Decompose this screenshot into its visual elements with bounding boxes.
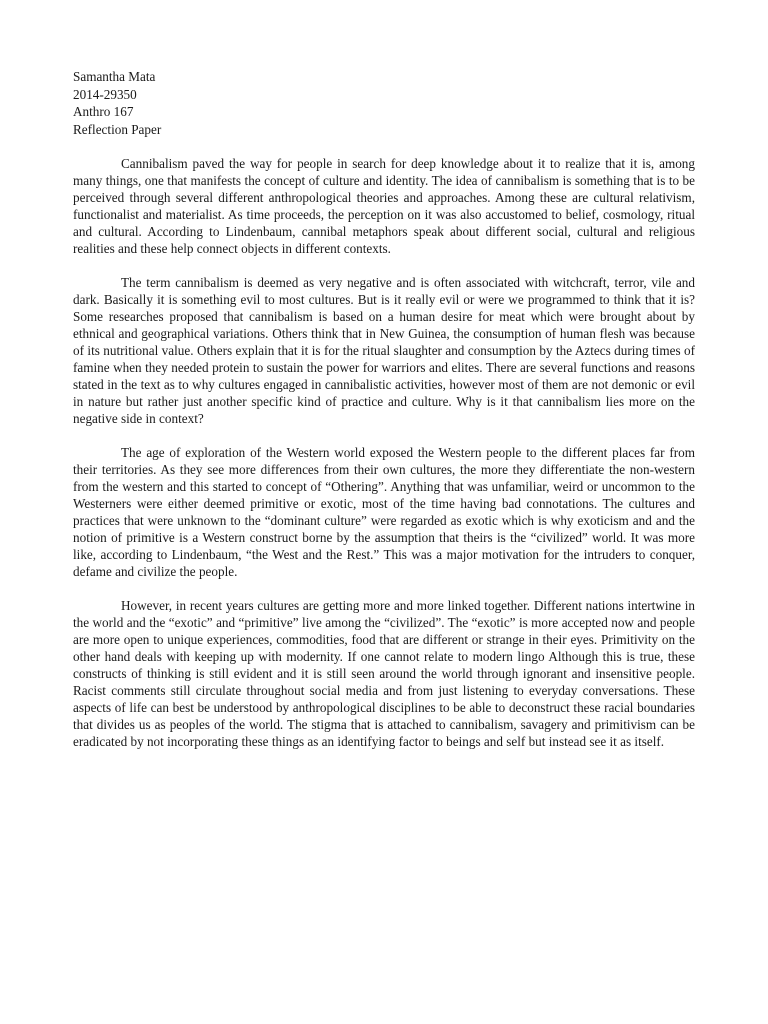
document-header [73,68,695,138]
paragraph-4: However, in recent years cultures are getting more and more linked together. Different nations intertwine in the world and the “exotic” and “primitive” live among the “civilized”. The “exotic” is more accepted now and people are more open to unique experiences, commodities, food that are different or strange in their eyes. Primitivity on the other hand deals with keeping up with modernity. If one cannot relate to modern lingo Although this is true, these constructs of thinking is still evident and it is still seen around the world through ignorant and insensitive people. Racist comments still circulate throughout social media and from just listening to everyday conversations. These aspects of life can best be understood by anthropological disciplines to be able to deconstruct these racial boundaries that divides us as peoples of the world. The stigma that is attached to cannibalism, savagery and primitivism can be eradicated by not incorporating these things as an identifying factor to beings and self but instead see it as itself. [73,598,695,749]
document-page [73,68,695,767]
paragraph-1: Cannibalism paved the way for people in search for deep knowledge about it to realize that it is, among many things, one that manifests the concept of culture and identity. The idea of cannibalism is something that is to be perceived through several different anthropological theories and approaches. Among these are cultural relativism, functionalist and materialist. As time proceeds, the perception on it was also accustomed to belief, cosmology, ritual and cultural. According to Lindenbaum, cannibal metaphors speak about different social, cultural and religious realities and these help connect objects in different contexts. [73,156,695,256]
paragraph-3: The age of exploration of the Western world exposed the Western people to the different places far from their territories. As they see more differences from their own cultures, the more they differentiate the non-western from the western and this started to concept of “Othering”. Anything that was unfamiliar, weird or uncommon to the Westerners were either deemed primitive or exotic, most of the time having bad connotations. The cultures and practices that were unknown to the “dominant culture” were regarded as exotic which is why exoticism and and the notion of primitive is a Western construct borne by the assumption that theirs is the “civilized” world. It was more like, according to Lindenbaum, “the West and the Rest.” This was a major motivation for the intruders to conquer, defame and civilize the people. [73,445,695,579]
paragraph-2: The term cannibalism is deemed as very negative and is often associated with witchcraft, terror, vile and dark. Basically it is something evil to most cultures. But is it really evil or were we programmed to think that it is? Some researches proposed that cannibalism is based on a human desire for meat which were brought about by ethnical and geographical variations. Others think that in New Guinea, the consumption of human flesh was because of its nutritional value. Others explain that it is for the ritual slaughter and consumption by the Aztecs during times of famine when they needed protein to sustain the power for warriors and elites. There are several functions and reasons stated in the text as to why cultures engaged in cannibalistic activities, however most of them are not demonic or evil in nature but rather just another specific kind of practice and culture. Why is it that cannibalism lies more on the negative side in context? [73,275,695,426]
author-name: Samantha Mata [73,69,156,84]
course-code: Anthro 167 [73,104,134,119]
document-type: Reflection Paper [73,121,162,137]
student-number: 2014-29350 [73,86,137,102]
